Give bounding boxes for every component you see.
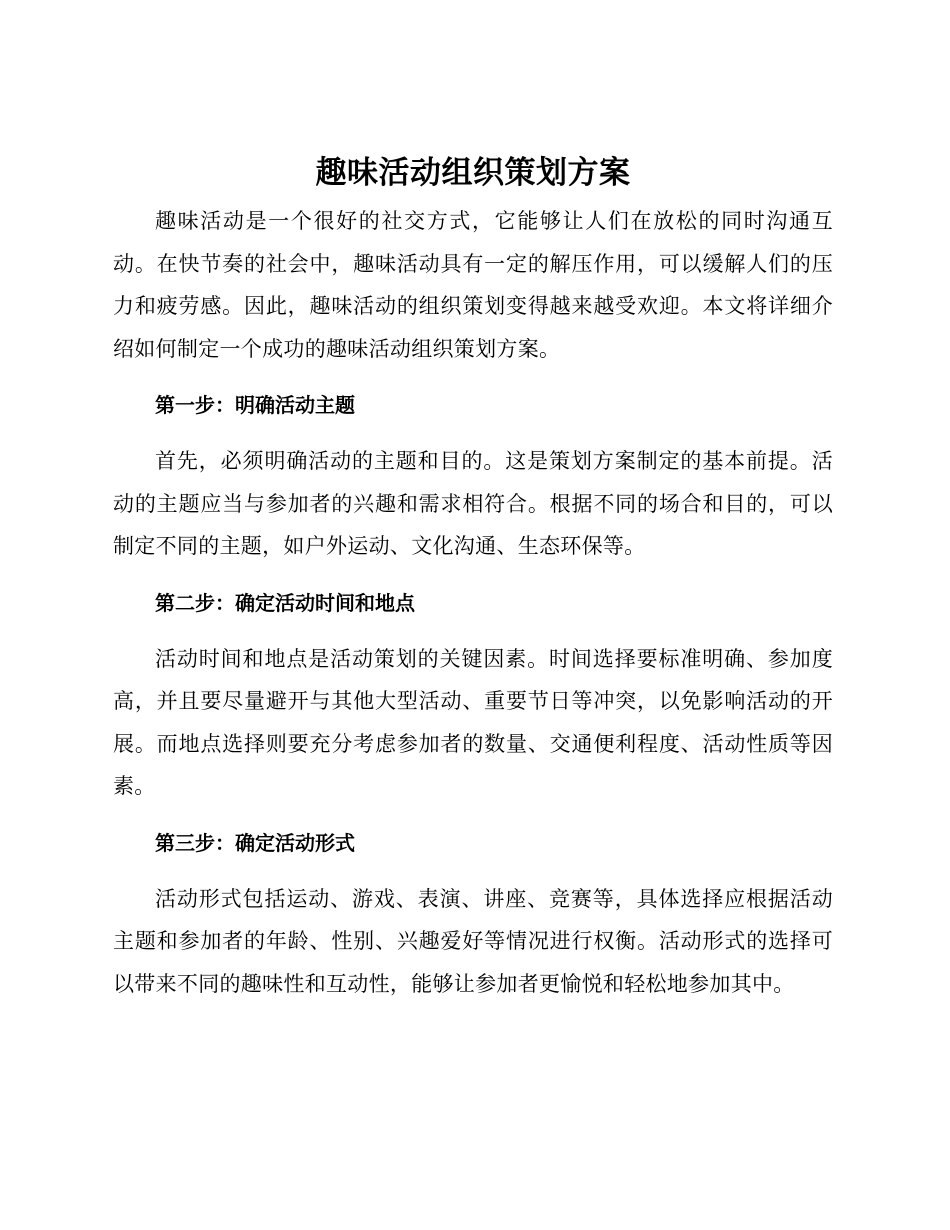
section-heading: 第二步：确定活动时间和地点 xyxy=(155,590,415,615)
section-heading: 第一步：明确活动主题 xyxy=(155,393,355,417)
section-heading: 第三步：确定活动形式 xyxy=(155,830,355,855)
section-step-1 xyxy=(113,384,833,568)
section-step-2 xyxy=(113,582,833,808)
section-paragraph: 活动形式包括运动、游戏、表演、讲座、竞赛等，具体选择应根据活动主题和参加者的年龄、性别、兴趣爱好等情况进行权衡。活动形式的选择可以带来不同的趣味性和互动性，能够让参加者更愉悦和轻松地参加其中。 xyxy=(113,886,833,996)
section-step-3 xyxy=(113,822,833,1006)
document-title: 趣味活动组织策划方案 xyxy=(315,155,631,191)
section-paragraph: 首先，必须明确活动的主题和目的。这是策划方案制定的基本前提。活动的主题应当与参加者的兴趣和需求相符合。根据不同的场合和目的，可以制定不同的主题，如户外运动、文化沟通、生态环保等。 xyxy=(113,449,833,558)
intro-paragraph: 趣味活动是一个很好的社交方式，它能够让人们在放松的同时沟通互动。在快节奏的社会中，趣味活动具有一定的解压作用，可以缓解人们的压力和疲劳感。因此，趣味活动的组织策划变得越来越受欢迎。本文将详细介绍如何制定一个成功的趣味活动组织策划方案。 xyxy=(113,209,833,361)
document-body xyxy=(113,150,833,1005)
section-paragraph: 活动时间和地点是活动策划的关键因素。时间选择要标准明确、参加度高，并且要尽量避开与其他大型活动、重要节日等冲突，以免影响活动的开展。而地点选择则要充分考虑参加者的数量、交通便利程度、活动性质等因素。 xyxy=(113,646,833,798)
